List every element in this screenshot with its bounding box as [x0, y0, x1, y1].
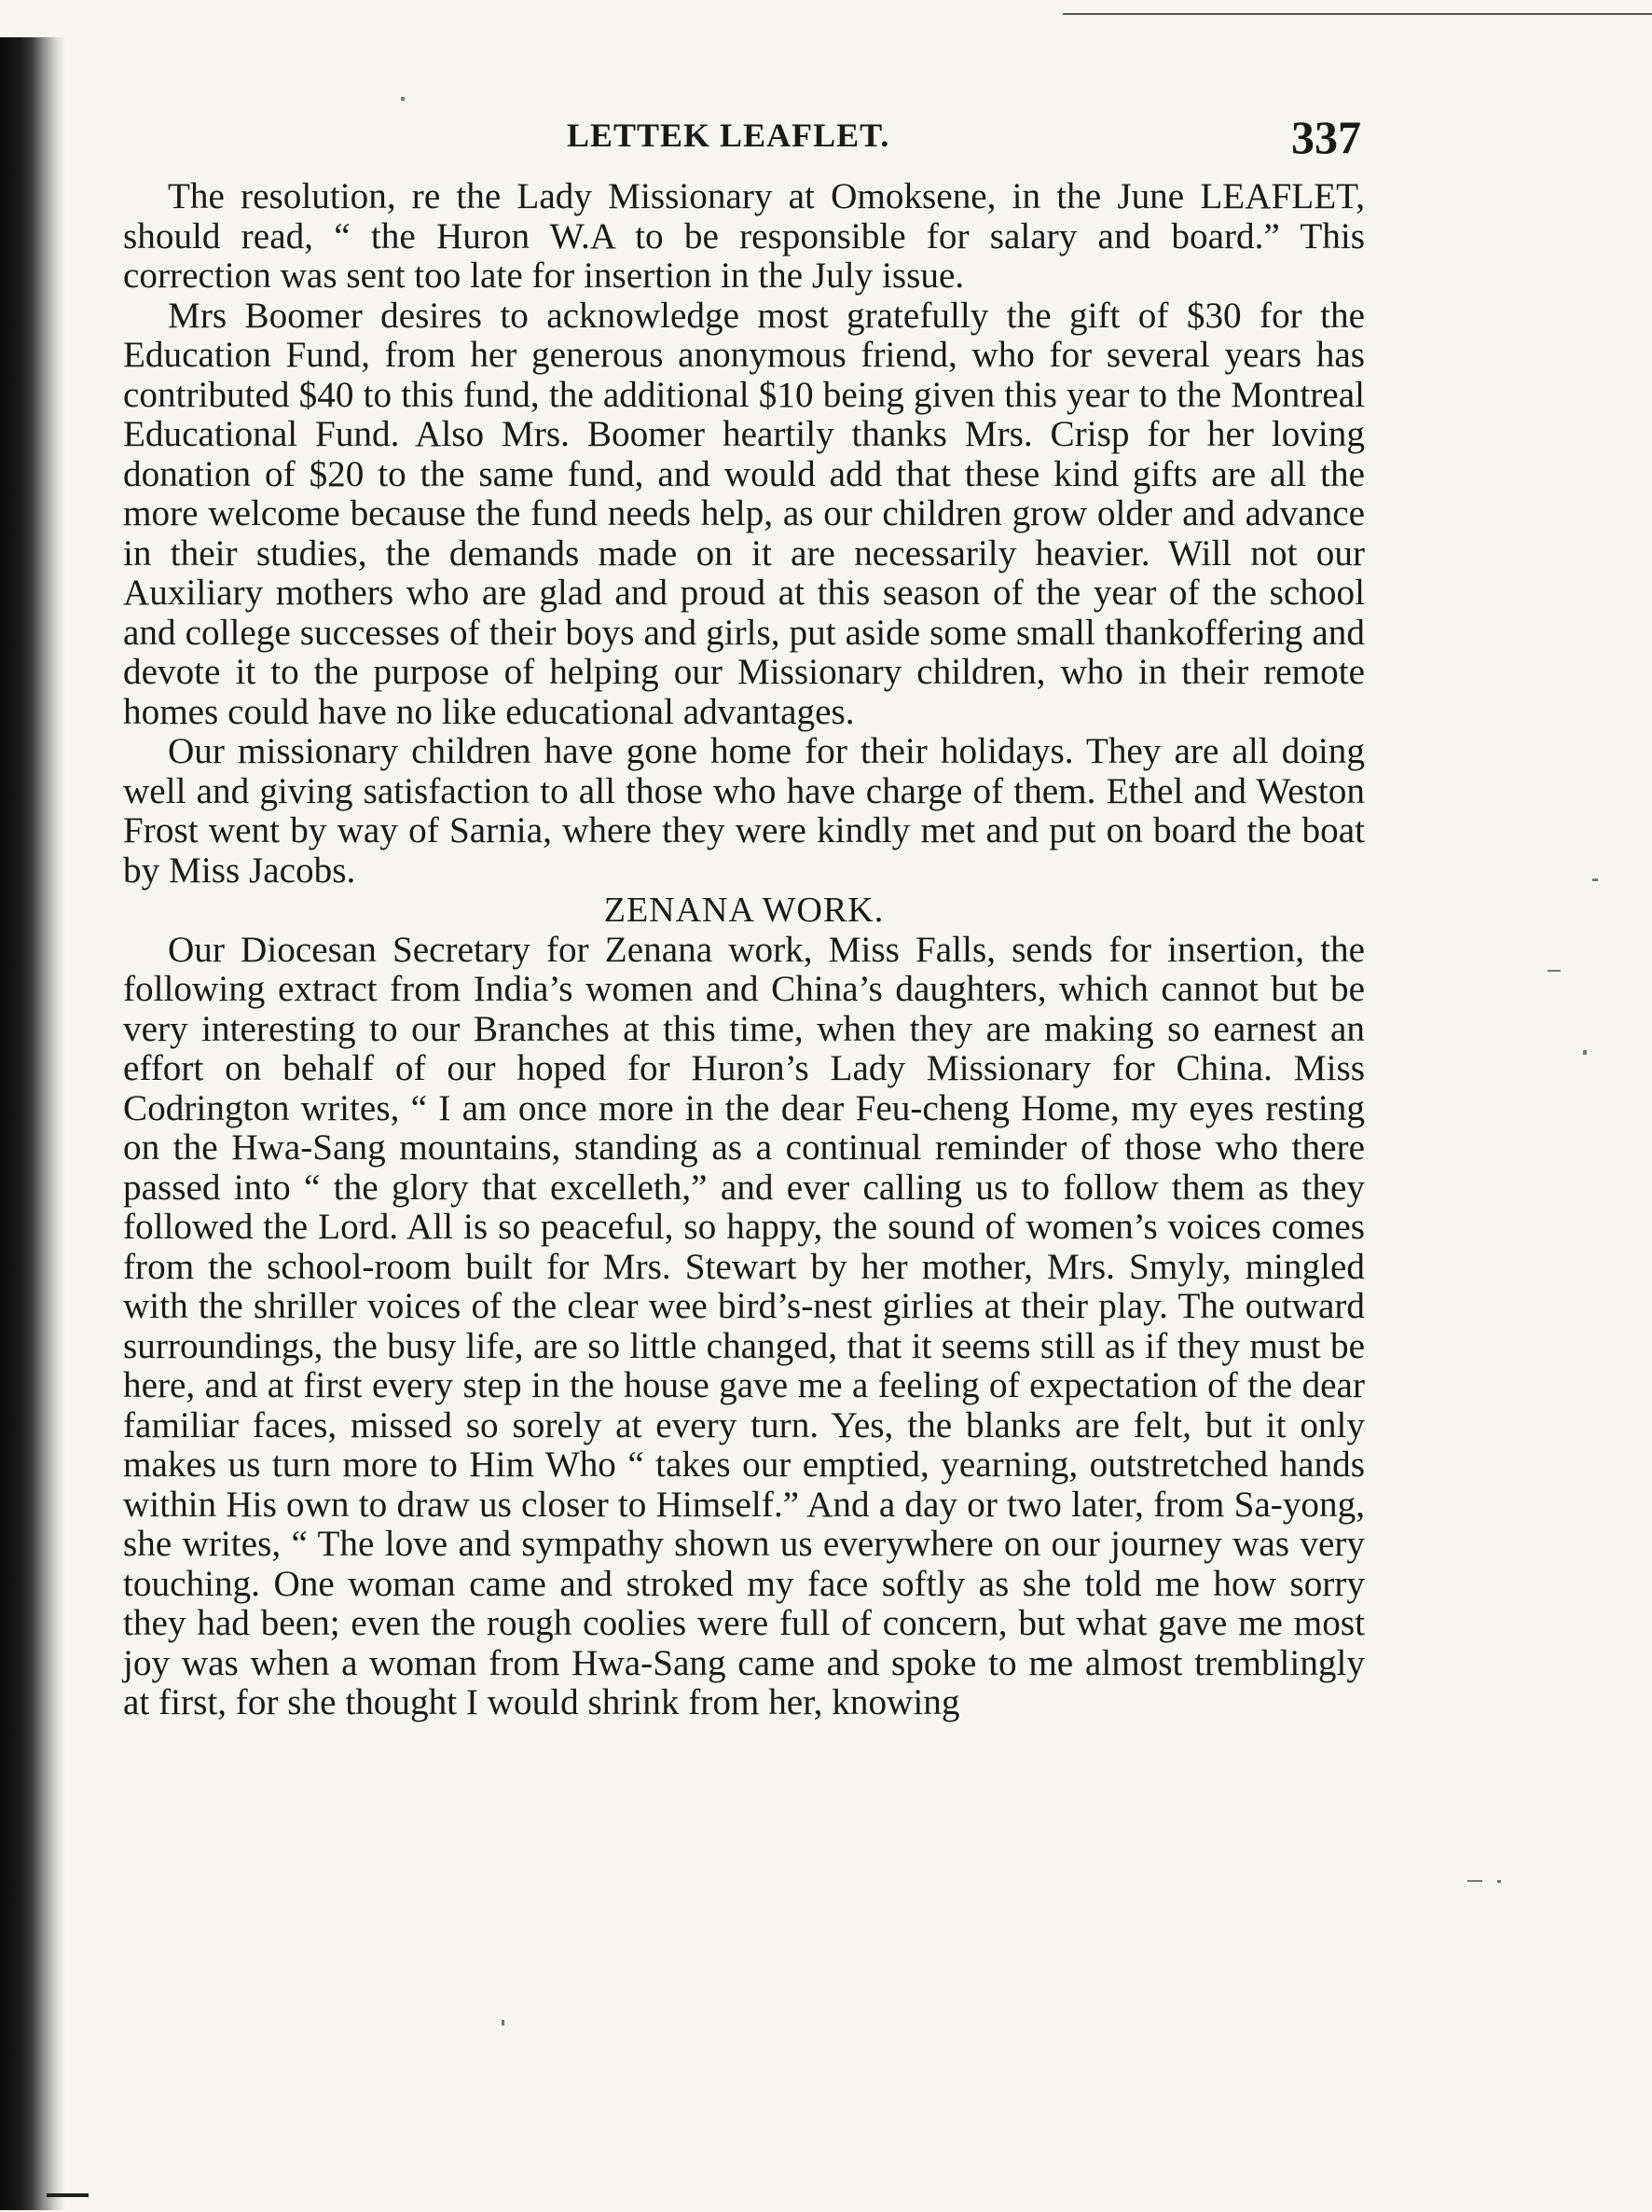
margin-speck [1548, 970, 1561, 972]
margin-speck [502, 2020, 504, 2025]
paragraph-resolution-correction: The resolution, re the Lady Missionary at Omoksene, in the June LEAFLET, should read, “ the Huron W.A to be responsible for salary and board.” This correction was sent too late for insertion in the July issue. [123, 176, 1365, 296]
page-header [121, 110, 1361, 166]
margin-speck [1583, 1050, 1587, 1055]
binding-edge [0, 37, 65, 2210]
margin-speck [1497, 1880, 1501, 1883]
article-body [123, 177, 1365, 1723]
margin-speck [1467, 1880, 1482, 1882]
margin-speck [1592, 878, 1598, 881]
paragraph-missionary-children: Our missionary children have gone home for their holidays. They are all doing well and giving satisfaction to all those who have charge of them. Ethel and Weston Frost went by way of Sarnia, where they were kindly met and put on board the boat by Miss Jacobs. [123, 731, 1365, 891]
section-heading-zenana-work: ZENANA WORK. [603, 891, 885, 930]
binding-foot [47, 2193, 89, 2197]
margin-speck [401, 97, 405, 101]
running-title: LETTEK LEAFLET. [567, 117, 890, 154]
paragraph-education-fund: Mrs Boomer desires to acknowledge most gratefully the gift of $30 for the Education Fund, from her generous anonymous friend, who for several years has contributed $40 to this fund, the additional $10 being given this year to the Montreal Educational Fund. Also Mrs. Boomer heartily thanks Mrs. Crisp for her loving donation of $20 to the same fund, and would add that these kind gifts are all the more welcome because the fund needs help, as our children grow older and advance in their studies, the demands made on it are necessarily heavier. Will not our Auxiliary mothers who are glad and proud at this season of the year of the school and college successes of their boys and girls, put aside some small thankoffering and devote it to the purpose of helping our Missionary children, who in their remote homes could have no like educational advantages. [123, 295, 1365, 732]
top-rule [1063, 13, 1652, 15]
page-number: 337 [1291, 111, 1361, 163]
paragraph-zenana-extract: Our Diocesan Secretary for Zenana work, Miss Falls, sends for insertion, the following extract from India’s women and China’s daughters, which cannot but be very interesting to our Branches at this time, when they are making so earnest an effort on behalf of our hoped for Huron’s Lady Missionary for China. Miss Codrington writes, “ I am once more in the dear Feu-cheng Home, my eyes resting on the Hwa-Sang mountains, standing as a continual reminder of those who there passed into “ the glory that excelleth,” and ever calling us to follow them as they followed the Lord. All is so peaceful, so happy, the sound of women’s voices comes from the school-room built for Mrs. Stewart by her mother, Mrs. Smyly, mingled with the shriller voices of the clear wee bird’s-nest girlies at their play. The outward surroundings, the busy life, are so little changed, that it seems still as if they must be here, and at first every step in the house gave me a feeling of expectation of the dear familiar faces, missed so sorely at every turn. Yes, the blanks are felt, but it only makes us turn more to Him Who “ takes our emptied, yearning, outstretched hands within His own to draw us closer to Himself.” And a day or two later, from Sa-yong, she writes, “ The love and sympathy shown us everywhere on our journey was very touching. One woman came and stroked my face softly as she told me how sorry they had been; even the rough coolies were full of concern, but what gave me most joy was when a woman from Hwa-Sang came and spoke to me almost tremblingly at first, for she thought I would shrink from her, knowing [123, 929, 1365, 1722]
